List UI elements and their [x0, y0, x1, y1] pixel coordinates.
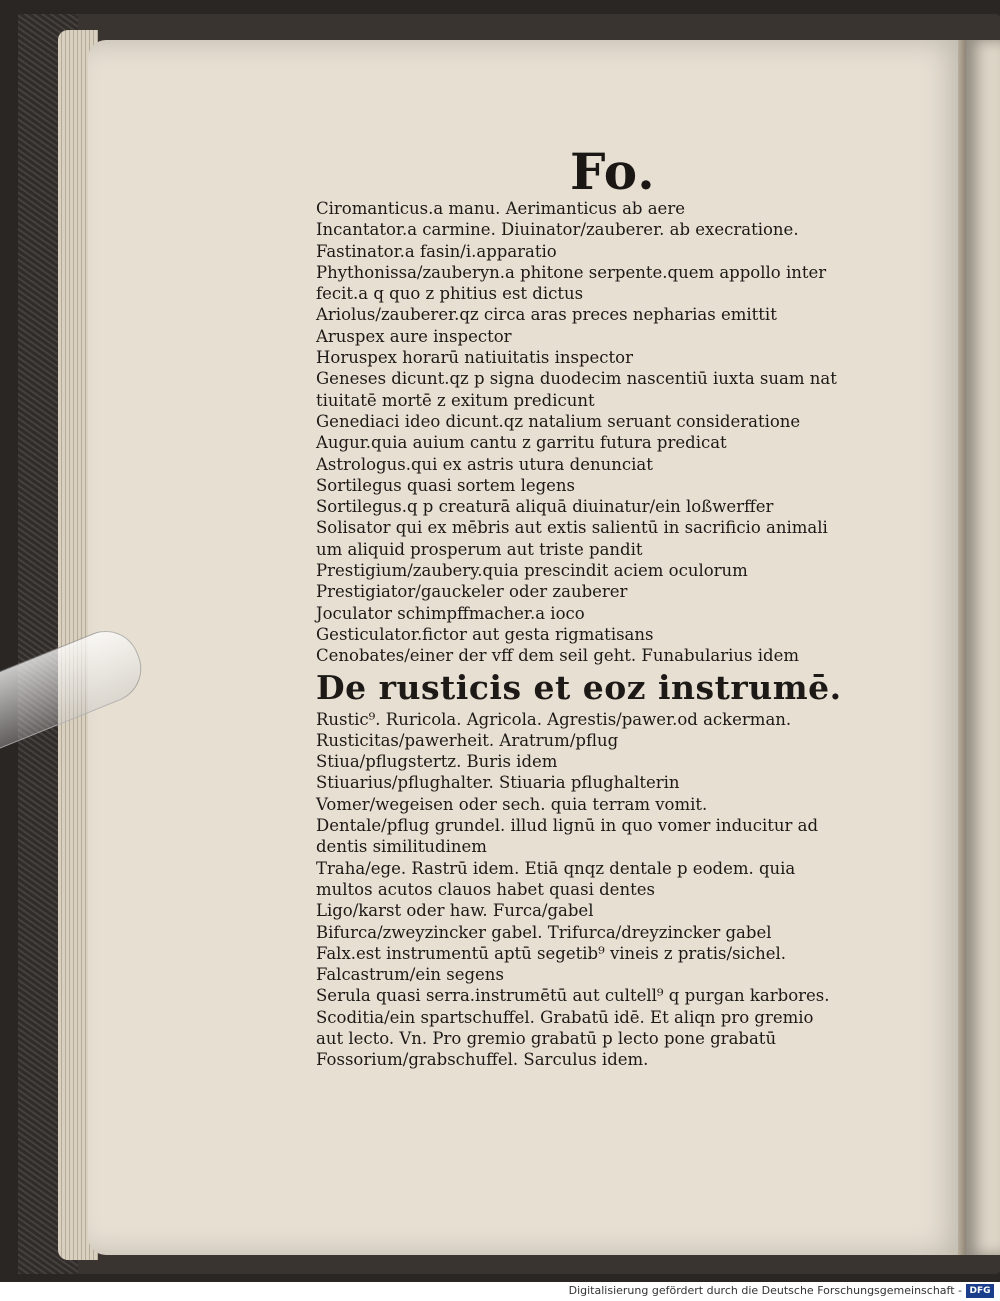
text-line: Joculator schimpffmacher.a ioco	[316, 603, 585, 623]
text-line: Rustic⁹. Ruricola. Agricola. Agrestis/pawer.od ackerman.	[316, 709, 792, 729]
text-line: Ariolus/zauberer.qz circa aras preces nepharias emittit	[316, 305, 777, 325]
text-line: Geneses dicunt.qz p signa duodecim nascentiū iuxta suam nat	[316, 369, 837, 389]
text-line: Sortilegus.q p creaturā aliquā diuinatur/ein loßwerffer	[316, 497, 774, 517]
dfg-logo: DFG	[966, 1284, 994, 1298]
text-line: Augur.quia auium cantu z garritu futura predicat	[316, 433, 727, 453]
text-line: fecit.a q quo z phitius est dictus	[316, 284, 584, 304]
text-line: Scoditia/ein spartschuffel. Grabatū idē. Et aliqn pro gremio	[316, 1007, 814, 1027]
text-line: Stiuarius/pflughalter. Stiuaria pflughalterin	[316, 773, 680, 793]
text-line: Falcastrum/ein segens	[316, 965, 504, 985]
text-line: Rusticitas/pawerheit. Aratrum/pflug	[316, 730, 619, 750]
text-line: Solisator qui ex mēbris aut extis salientū in sacrificio animali	[316, 518, 828, 538]
facing-page	[966, 40, 1000, 1255]
text-line: tiuitatē mortē z exitum predicunt	[316, 390, 595, 410]
text-line: Horuspex horarū natiuitatis inspector	[316, 348, 633, 368]
text-line: Sortilegus quasi sortem legens	[316, 475, 576, 495]
text-line: um aliquid prosperum aut triste pandit	[316, 539, 643, 559]
text-line: Vomer/wegeisen oder sech. quia terram vomit.	[316, 794, 708, 814]
text-line: Falx.est instrumentū aptū segetib⁹ vineis z pratis/sichel.	[316, 943, 786, 963]
footer-bar	[0, 1282, 1000, 1301]
text-line: Prestigiator/gauckeler oder zauberer	[316, 582, 628, 602]
text-line: Genediaci ideo dicunt.qz natalium seruant consideratione	[316, 411, 801, 431]
text-line: Ciromanticus.a manu. Aerimanticus ab aere	[316, 199, 685, 218]
text-line: Stiua/pflugstertz. Buris idem	[316, 752, 558, 772]
text-line: Fastinator.a fasin/i.apparatio	[316, 241, 557, 261]
text-line: Serula quasi serra.instrumētū aut cultell⁹ q purgan karbores.	[316, 986, 830, 1006]
text-line: Incantator.a carmine. Diuinator/zauberer. ab execratione.	[316, 220, 799, 240]
footer-credit: Digitalisierung gefördert durch die Deutsche Forschungsgemeinschaft -	[568, 1284, 962, 1297]
text-line: dentis similitudinem	[316, 837, 487, 857]
text-line: Prestigium/zaubery.quia prescindit aciem oculorum	[316, 561, 748, 581]
text-line: Gesticulator.fictor aut gesta rigmatisans	[316, 624, 654, 644]
text-line: Astrologus.qui ex astris utura denunciat	[316, 454, 653, 474]
text-line: Traha/ege. Rastrū idem. Etiā qnqz dentale p eodem. quia	[316, 858, 796, 878]
text-line: Phythonissa/zauberyn.a phitone serpente.quem appollo inter	[316, 262, 827, 282]
page-heading: Fo.	[570, 142, 656, 201]
text-line: Bifurca/zweyzincker gabel. Trifurca/dreyzincker gabel	[316, 922, 772, 942]
text-line: Fossorium/grabschuffel. Sarculus idem.	[316, 1050, 649, 1070]
text-line: Ligo/karst oder haw. Furca/gabel	[316, 901, 594, 921]
text-line: multos acutos clauos habet quasi dentes	[316, 879, 655, 899]
text-line: Dentale/pflug grundel. illud lignū in quo vomer inducitur ad	[316, 816, 819, 836]
text-line: Aruspex aure inspector	[316, 326, 512, 346]
text-block	[316, 198, 876, 1071]
text-line: Cenobates/einer der vff dem seil geht. Funabularius idem	[316, 646, 800, 666]
text-line: aut lecto. Vn. Pro gremio grabatū p lecto pone grabatū	[316, 1028, 777, 1048]
section-heading: De rusticis et eoz instrumē.	[316, 667, 842, 707]
